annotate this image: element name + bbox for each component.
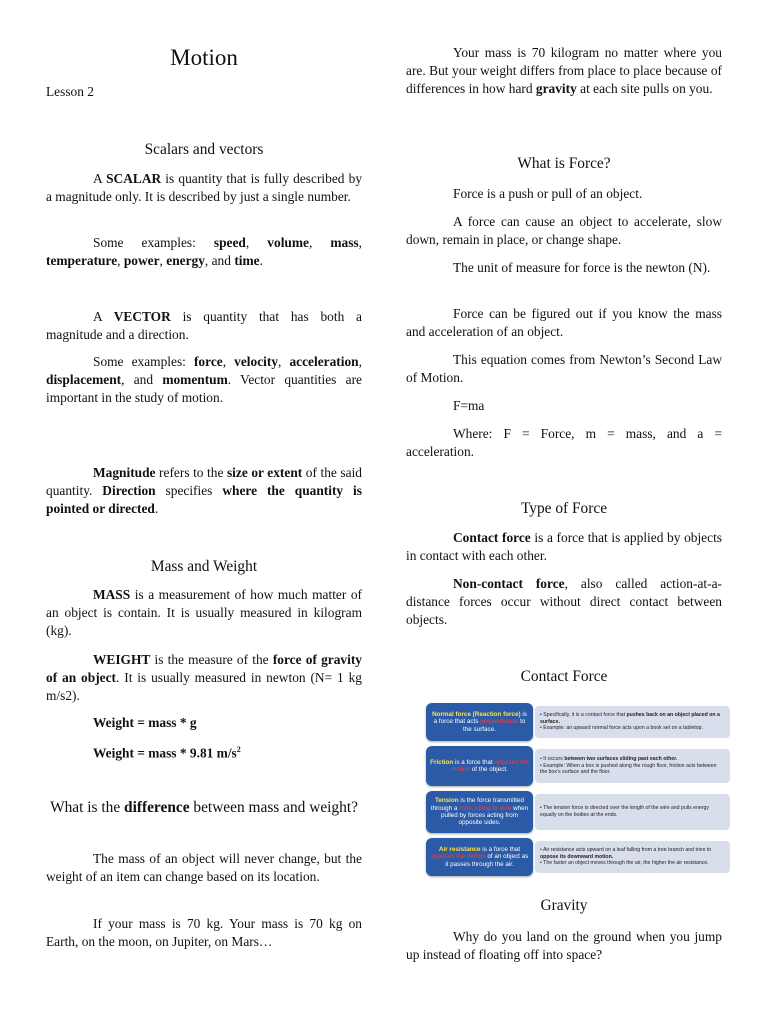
page-title: Motion bbox=[170, 45, 238, 70]
infographic-description: • It occurs between two surfaces sliding past each other. • Example: When a box is pushed along the rough floor, friction acts between the box’s surface and the floor. bbox=[535, 749, 730, 783]
force-equation: F=ma bbox=[453, 398, 485, 413]
mass-paragraph: MASS is a measurement of how much matter of an object is contain. It is usually measured in kilogram (kg). bbox=[46, 587, 362, 638]
scalar-paragraph: A SCALAR is quantity that is fully described by a magnitude only. It is described by just a single number. bbox=[46, 171, 363, 204]
gravity-heading: Gravity bbox=[540, 897, 588, 914]
gravity-paragraph: Why do you land on the ground when you jump up instead of floating off into space? bbox=[406, 929, 722, 962]
infographic-label: Tension is the force transmitted through a rope, string or wire when pulled by forces acting from opposite sides. bbox=[426, 791, 533, 833]
infographic-label: Air resistance is a force that opposes the motion of an object as it passes through the air. bbox=[426, 838, 533, 876]
weight-paragraph: WEIGHT is the measure of the force of gravity of an object. It is usually measured in newton (N= 1 kg m/s2). bbox=[46, 652, 362, 703]
type-of-force-heading: Type of Force bbox=[520, 500, 608, 517]
force-paragraph-2: A force can cause an object to accelerate, slow down, remain in place, or change shape. bbox=[406, 214, 722, 247]
difference-heading: What is the difference between mass and weight? bbox=[50, 799, 358, 816]
contact-force-heading: Contact Force bbox=[520, 668, 608, 685]
infographic-row-air-resistance bbox=[426, 838, 731, 876]
noncontact-force-paragraph: Non-contact force, also called action-at-a-distance forces occur without direct contact between objects. bbox=[406, 576, 722, 627]
infographic-label: Friction is a force that opposes the motion of the object. bbox=[426, 746, 533, 786]
vector-examples: Some examples: force, velocity, acceleration, displacement, and momentum. Vector quantities are important in the study of motion. bbox=[46, 354, 362, 405]
contact-force-paragraph: Contact force is a force that is applied by objects in contact with each other. bbox=[406, 530, 722, 563]
difference-paragraph-2: If your mass is 70 kg. Your mass is 70 kg on Earth, on the moon, on Jupiter, on Mars… bbox=[46, 916, 362, 949]
infographic-description: • Air resistance acts upward on a leaf falling from a tree branch and tries to oppose its downward motion. • The faster an object moves through the air, the higher the air resistance. bbox=[535, 841, 730, 873]
force-paragraph-1: Force is a push or pull of an object. bbox=[453, 186, 643, 201]
force-paragraph-4: Force can be figured out if you know the mass and acceleration of an object. bbox=[406, 306, 722, 339]
mass-weight-heading: Mass and Weight bbox=[150, 558, 258, 575]
lesson-label: Lesson 2 bbox=[46, 84, 94, 99]
infographic-description: • Specifically, it is a contact force that pushes back on an object placed on a surface. • Example: an upward normal force acts upon a book set on a tabletop. bbox=[535, 706, 730, 738]
infographic-label: Normal force (Reaction force) is a force that acts perpendicular to the surface. bbox=[426, 703, 533, 741]
force-paragraph-3: The unit of measure for force is the newton (N). bbox=[453, 260, 711, 275]
infographic-row-friction bbox=[426, 746, 731, 786]
scalar-examples: Some examples: speed, volume, mass, temperature, power, energy, and time. bbox=[46, 235, 362, 268]
infographic-description: • The tension force is directed over the length of the wire and pulls energy equally on the bodies at the ends. bbox=[535, 794, 730, 830]
vector-paragraph: A VECTOR is quantity that has both a magnitude and a direction. bbox=[46, 309, 362, 342]
weight-formula-1: Weight = mass * g bbox=[93, 715, 197, 730]
weight-formula-2: Weight = mass * 9.81 $m/s^2$ bbox=[93, 745, 241, 761]
infographic-row-tension bbox=[426, 791, 731, 833]
magnitude-paragraph: Magnitude refers to the size or extent of the said quantity. Direction specifies where the quantity is pointed or directed. bbox=[46, 465, 362, 516]
difference-paragraph-1: The mass of an object will never change, but the weight of an item can change based on its location. bbox=[46, 851, 362, 884]
force-paragraph-5: This equation comes from Newton’s Second Law of Motion. bbox=[406, 352, 722, 385]
infographic-row-normal-force bbox=[426, 703, 731, 741]
force-heading: What is Force? bbox=[517, 155, 611, 172]
scalars-heading: Scalars and vectors bbox=[144, 141, 264, 158]
force-paragraph-6: Where: F = Force, m = mass, and a = acceleration. bbox=[406, 426, 722, 459]
mass-gravity-paragraph: Your mass is 70 kilogram no matter where you are. But your weight differs from place to place because of differences in how hard gravity at each site pulls on you. bbox=[406, 45, 722, 96]
